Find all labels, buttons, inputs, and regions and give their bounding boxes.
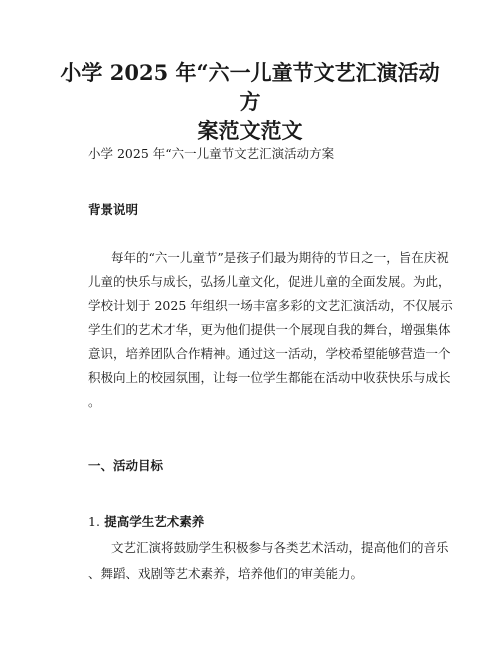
background-heading: 背景说明 — [88, 202, 139, 217]
background-paragraph-line: 积极向上的校园氛围，让每一位学生都能在活动中收获快乐与成长 — [88, 370, 451, 385]
background-paragraph-line: 学校计划于 2025 年组织一场丰富多彩的文艺汇演活动，不仅展示 — [88, 298, 453, 313]
document-subtitle: 小学 2025 年“六一儿童节文艺汇演活动方案 — [88, 146, 335, 161]
section-1-item-1-line: 文艺汇演将鼓励学生积极参与各类艺术活动，提高他们的音乐 — [111, 540, 449, 555]
background-paragraph-line: 学生们的艺术才华，更为他们提供一个展现自我的舞台，增强集体 — [88, 322, 451, 337]
section-1-item-1-line: 、舞蹈、戏剧等艺术素养，培养他们的审美能力。 — [88, 566, 364, 581]
background-paragraph-line: 。 — [88, 394, 101, 409]
document-title-line-1: 小学 2025 年“六一儿童节文艺汇演活动方 — [60, 60, 440, 114]
section-1-item-1-title: 提高学生艺术素养 — [104, 514, 205, 529]
background-paragraph-line: 每年的“六一儿童节”是孩子们最为期待的节日之一，旨在庆祝 — [111, 250, 449, 265]
background-paragraph-line: 意识，培养团队合作精神。通过这一活动，学校希望能够营造一个 — [88, 346, 451, 361]
section-1-item-1-number: 1. — [88, 514, 100, 529]
document-title-line-2: 案范文范文 — [197, 118, 303, 143]
background-paragraph-line: 儿童的快乐与成长，弘扬儿童文化，促进儿童的全面发展。为此， — [88, 274, 451, 289]
section-1-item-1-heading — [88, 514, 204, 530]
document-title — [60, 58, 440, 145]
section-1-heading: 一、活动目标 — [88, 458, 164, 473]
